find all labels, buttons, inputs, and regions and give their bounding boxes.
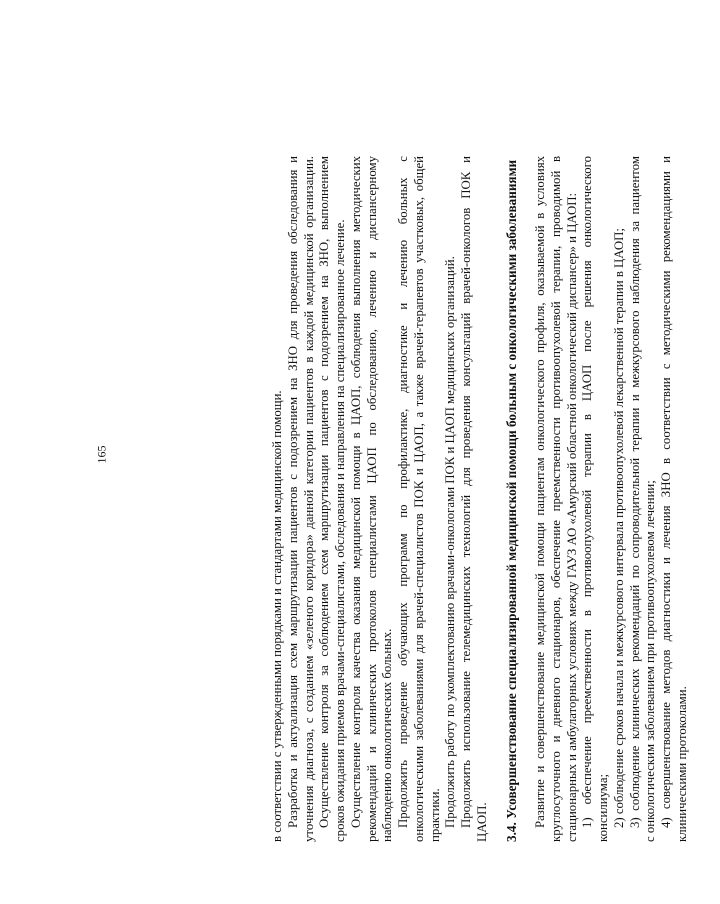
paragraph-line: сроков ожидания приемов врачами-специалистами, обследования и направления на специализированное лечение. — [333, 219, 347, 842]
rotated-page-content — [250, 62, 720, 842]
paragraph-line: Продолжить использование телемедицинских технологий для проведения консультаций врачей-онкологов ПОК и — [459, 156, 473, 828]
paragraph-line: практики. — [428, 788, 442, 842]
list-item-line: с онкологическим заболеванием при противоопухолевом лечении; — [643, 480, 657, 842]
paragraph-line: Осуществление контроля за соблюдением схем маршрутизации пациентов с подозрением на ЗНО, выполнением — [317, 156, 331, 828]
paragraph-line: рекомендаций и клинических протоколов специалистами ЦАОП по обследованию, лечению и диспансерному — [365, 156, 379, 842]
list-item-line: 4) совершенствование методов диагностики и лечения ЗНО в соответствии с методическими рекомендациями и — [659, 156, 673, 828]
paragraph-line: онкологическими заболеваниями для врачей-специалистов ПОК и ЦАОП, а также врачей-терапевтов участковых, общей — [412, 156, 426, 842]
paragraph-line: круглосуточного и дневного стационаров, обеспечение преемственности противоопухолевой терапии, проводимой в — [549, 156, 563, 842]
paragraph-line: Осуществление контроля качества оказания медицинской помощи в ЦАОП, соблюдения выполнения методических — [349, 156, 363, 828]
paragraph-line: Разработка и актуализация схем маршрутизации пациентов с подозрением на ЗНО для проведения обследования и — [286, 156, 300, 828]
paragraph-line: уточнения диагноза, с созданием «зеленого коридора» данной категории пациентов в каждой медицинской организации. — [302, 156, 316, 842]
list-item-line: консилиума; — [596, 773, 610, 842]
paragraph-line: Продолжить работу по укомплектованию врачами-онкологами ПОК и ЦАОП медицинских организаций. — [443, 256, 457, 828]
paragraph-line: ЦАОП. — [475, 802, 489, 842]
section-heading: 3.4. Усовершенствование специализированной медицинской помощи больным с онкологическими заболеваниями — [504, 159, 519, 842]
list-item-line: 1) обеспечение преемственности в противоопухолевой терапии в ЦАОП после решения онкологического — [580, 156, 594, 828]
list-item-line: клиническими протоколами. — [675, 686, 689, 842]
paragraph-line: Развитие и совершенствование медицинской помощи пациентам онкологического профиля, оказываемой в условиях — [533, 156, 547, 828]
page-number: 165 — [94, 445, 109, 464]
paragraph-line: стационарных и амбулаторных условиях между ГАУЗ АО «Амурский областной онкологический диспансер» и ЦАОП: — [565, 192, 579, 842]
list-item-line: 2) соблюдение сроков начала и межкурсового интервала противоопухолевой лекарственной терапии в ЦАОП; — [612, 228, 626, 828]
paragraph-line: наблюдению онкологических больных. — [380, 628, 394, 842]
paragraph-line: в соответствии с утвержденными порядками и стандартами медицинской помощи. — [270, 390, 284, 842]
paragraph-line: Продолжить проведение обучающих программ по профилактике, диагностике и лечению больных с — [396, 156, 410, 828]
list-item-line: 3) соблюдение клинических рекомендаций по сопроводительной терапии и межкурсового наблюдения за пациентом — [628, 156, 642, 828]
